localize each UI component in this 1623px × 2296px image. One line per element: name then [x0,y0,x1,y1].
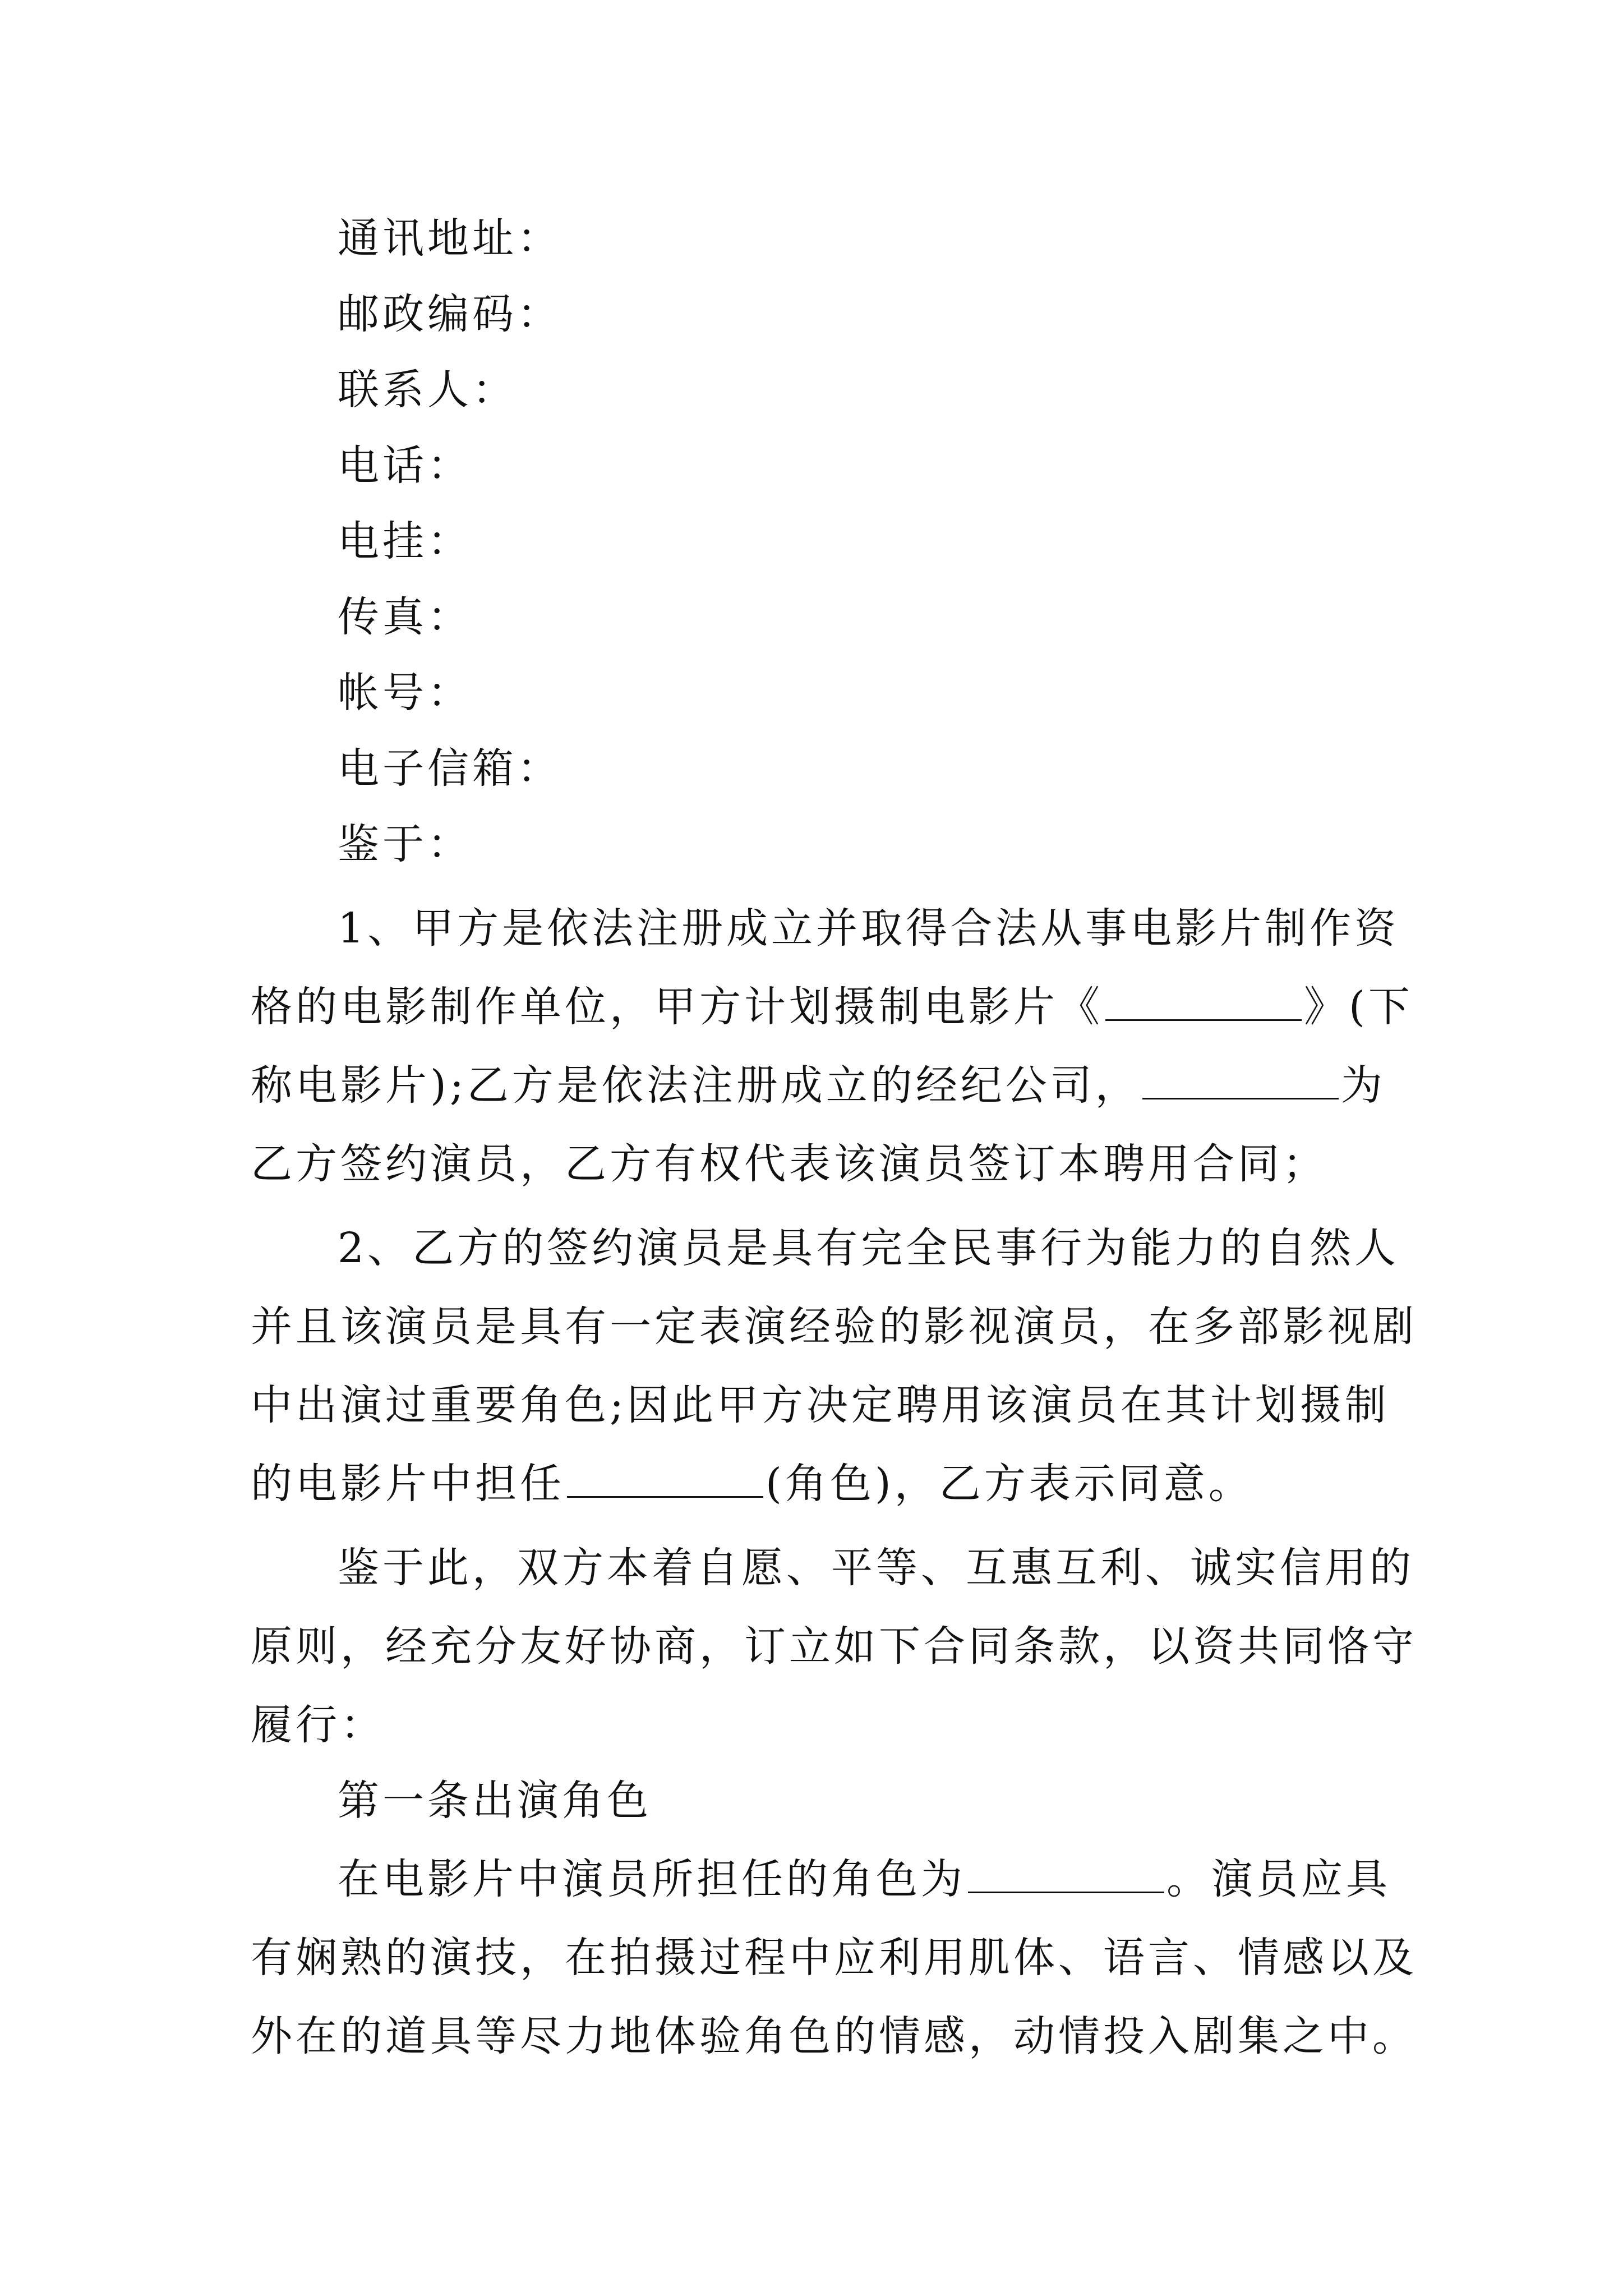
para2-line4 [0,1456,1623,1512]
address-label: 通讯地址： [338,214,562,263]
account-label: 帐号： [338,669,472,717]
para3-line2: 原则，经充分友好协商，订立如下合同条款，以资共同恪守 [251,1622,1417,1671]
phone-label: 电话： [338,441,472,490]
para1-line3-text-b: 为 [1340,1061,1386,1110]
para1-line2 [0,979,1623,1035]
article1-line1 [0,1851,1623,1907]
email-label: 电子信箱： [338,744,562,793]
para2-line4-text-b: (角色)，乙方表示同意。 [766,1460,1253,1508]
para1-line2-text-b: 》(下 [1304,983,1413,1031]
para2-line2: 并且该演员是具有一定表演经验的影视演员，在多部影视剧 [251,1303,1417,1351]
para2-line4-text-a: 的电影片中担任 [251,1460,565,1508]
postcode-label: 邮政编码： [338,290,562,338]
para1-line3 [0,1057,1623,1114]
actor-name-blank [1142,1059,1339,1099]
article1-line3: 外在的道具等尽力地体验角色的情感，动情投入剧集之中。 [251,2012,1417,2060]
article1-title: 第一条出演角色 [338,1777,652,1825]
para2-line1: 2、乙方的签约演员是具有完全民事行为能力的自然人 [338,1224,1400,1272]
para3-line3: 履行： [251,1701,385,1749]
contact-label: 联系人： [338,366,517,414]
para1-line4: 乙方签约演员，乙方有权代表该演员签订本聘用合同； [251,1140,1327,1188]
whereas-label: 鉴于： [338,820,472,868]
para3-line1: 鉴于此，双方本着自愿、平等、互惠互利、诚实信用的 [338,1544,1414,1592]
para1-line1: 1、甲方是依法注册成立并取得合法从事电影片制作资 [338,904,1400,953]
telex-label: 电挂： [338,517,472,565]
article-role-blank [968,1852,1164,1893]
para1-line2-text-a: 格的电影制作单位，甲方计划摄制电影片《 [251,983,1103,1031]
fax-label: 传真： [338,593,472,641]
para2-line3: 中出演过重要角色;因此甲方决定聘用该演员在其计划摄制 [251,1381,1390,1429]
article1-line1-text-b: 。演员应具 [1166,1855,1391,1903]
article1-line2: 有娴熟的演技，在拍摄过程中应利用肌体、语言、情感以及 [251,1934,1417,1982]
para1-line3-text-a: 称电影片);乙方是依法注册成立的经纪公司， [251,1061,1140,1110]
article1-line1-text-a: 在电影片中演员所担任的角色为 [338,1855,966,1903]
role-blank [567,1457,763,1498]
film-title-blank [1105,980,1302,1021]
